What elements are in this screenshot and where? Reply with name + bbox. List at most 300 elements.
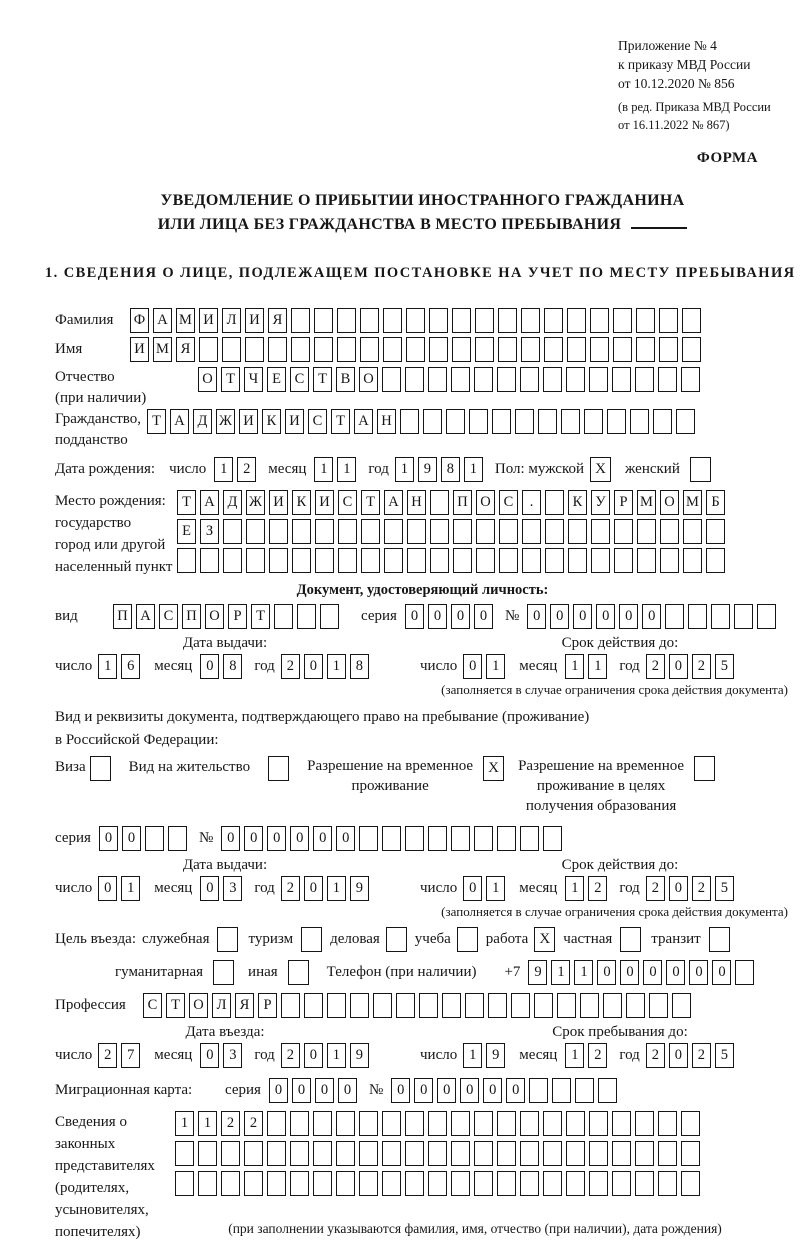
char-cell[interactable]: Ч — [244, 367, 263, 392]
char-cell[interactable]: 1 — [198, 1111, 217, 1136]
char-cell[interactable] — [405, 826, 424, 851]
char-cell[interactable] — [451, 1171, 470, 1196]
char-cell[interactable]: 2 — [237, 457, 256, 482]
char-cell[interactable] — [521, 308, 540, 333]
char-cell[interactable] — [591, 548, 610, 573]
char-cell[interactable] — [474, 1171, 493, 1196]
char-cell[interactable] — [452, 337, 471, 362]
char-cell[interactable] — [177, 548, 196, 573]
char-cell[interactable]: 1 — [175, 1111, 194, 1136]
char-cell[interactable] — [428, 1141, 447, 1166]
char-cell[interactable]: Т — [331, 409, 350, 434]
char-cell[interactable]: 8 — [350, 654, 369, 679]
char-cell[interactable]: 0 — [463, 654, 482, 679]
char-cell[interactable] — [359, 1141, 378, 1166]
char-cell[interactable] — [474, 1141, 493, 1166]
char-cell[interactable]: 1 — [121, 876, 140, 901]
char-cell[interactable]: Н — [377, 409, 396, 434]
char-cell[interactable] — [545, 548, 564, 573]
char-cell[interactable]: С — [159, 604, 178, 629]
char-cell[interactable] — [451, 1141, 470, 1166]
char-cell[interactable] — [612, 1171, 631, 1196]
char-cell[interactable]: 1 — [565, 876, 584, 901]
char-cell[interactable]: И — [315, 490, 334, 515]
char-cell[interactable]: 0 — [669, 876, 688, 901]
char-cell[interactable] — [682, 337, 701, 362]
char-cell[interactable] — [636, 337, 655, 362]
female-checkbox[interactable] — [690, 457, 711, 482]
char-cell[interactable] — [545, 519, 564, 544]
char-cell[interactable] — [681, 367, 700, 392]
char-cell[interactable]: 0 — [200, 876, 219, 901]
char-cell[interactable] — [659, 337, 678, 362]
char-cell[interactable] — [407, 548, 426, 573]
char-cell[interactable] — [520, 1171, 539, 1196]
char-cell[interactable] — [313, 1111, 332, 1136]
char-cell[interactable] — [407, 519, 426, 544]
char-cell[interactable]: С — [308, 409, 327, 434]
char-cell[interactable] — [429, 337, 448, 362]
char-cell[interactable]: Д — [223, 490, 242, 515]
char-cell[interactable] — [244, 1171, 263, 1196]
char-cell[interactable] — [568, 548, 587, 573]
char-cell[interactable] — [566, 1171, 585, 1196]
char-cell[interactable]: 0 — [506, 1078, 525, 1103]
purpose-private-checkbox[interactable] — [620, 927, 641, 952]
char-cell[interactable]: П — [453, 490, 472, 515]
char-cell[interactable] — [360, 308, 379, 333]
char-cell[interactable]: 9 — [528, 960, 547, 985]
char-cell[interactable] — [672, 993, 691, 1018]
char-cell[interactable]: 0 — [267, 826, 286, 851]
male-checkbox[interactable]: X — [590, 457, 611, 482]
char-cell[interactable] — [360, 337, 379, 362]
char-cell[interactable]: 2 — [646, 1043, 665, 1068]
char-cell[interactable] — [552, 1078, 571, 1103]
char-cell[interactable] — [659, 308, 678, 333]
char-cell[interactable] — [476, 519, 495, 544]
char-cell[interactable]: 9 — [350, 1043, 369, 1068]
char-cell[interactable] — [244, 1141, 263, 1166]
char-cell[interactable]: . — [522, 490, 541, 515]
char-cell[interactable] — [522, 548, 541, 573]
char-cell[interactable]: 0 — [338, 1078, 357, 1103]
char-cell[interactable]: Б — [706, 490, 725, 515]
char-cell[interactable] — [497, 1111, 516, 1136]
char-cell[interactable] — [511, 993, 530, 1018]
char-cell[interactable]: И — [239, 409, 258, 434]
char-cell[interactable]: 0 — [712, 960, 731, 985]
char-cell[interactable]: 1 — [565, 1043, 584, 1068]
char-cell[interactable]: 3 — [223, 1043, 242, 1068]
char-cell[interactable]: С — [143, 993, 162, 1018]
char-cell[interactable] — [359, 826, 378, 851]
char-cell[interactable] — [430, 548, 449, 573]
char-cell[interactable]: Л — [222, 308, 241, 333]
char-cell[interactable]: 1 — [464, 457, 483, 482]
char-cell[interactable] — [589, 1141, 608, 1166]
char-cell[interactable] — [492, 409, 511, 434]
char-cell[interactable]: 1 — [327, 876, 346, 901]
char-cell[interactable]: Н — [407, 490, 426, 515]
char-cell[interactable] — [557, 993, 576, 1018]
char-cell[interactable]: А — [354, 409, 373, 434]
char-cell[interactable] — [246, 548, 265, 573]
char-cell[interactable] — [544, 308, 563, 333]
char-cell[interactable] — [336, 1111, 355, 1136]
char-cell[interactable] — [543, 1111, 562, 1136]
char-cell[interactable] — [538, 409, 557, 434]
char-cell[interactable]: 2 — [692, 1043, 711, 1068]
char-cell[interactable]: А — [136, 604, 155, 629]
char-cell[interactable]: Д — [193, 409, 212, 434]
char-cell[interactable]: А — [170, 409, 189, 434]
char-cell[interactable]: С — [290, 367, 309, 392]
char-cell[interactable]: 1 — [565, 654, 584, 679]
char-cell[interactable]: О — [660, 490, 679, 515]
char-cell[interactable] — [221, 1171, 240, 1196]
char-cell[interactable]: 8 — [223, 654, 242, 679]
char-cell[interactable] — [199, 337, 218, 362]
char-cell[interactable]: 0 — [643, 960, 662, 985]
char-cell[interactable]: 0 — [669, 1043, 688, 1068]
char-cell[interactable] — [314, 337, 333, 362]
char-cell[interactable]: 0 — [573, 604, 592, 629]
char-cell[interactable] — [543, 1171, 562, 1196]
char-cell[interactable]: 0 — [200, 654, 219, 679]
char-cell[interactable]: 0 — [596, 604, 615, 629]
char-cell[interactable]: 5 — [715, 876, 734, 901]
char-cell[interactable]: Р — [258, 993, 277, 1018]
char-cell[interactable] — [428, 1171, 447, 1196]
char-cell[interactable]: 0 — [98, 876, 117, 901]
char-cell[interactable]: Т — [177, 490, 196, 515]
char-cell[interactable] — [222, 337, 241, 362]
char-cell[interactable]: Т — [313, 367, 332, 392]
char-cell[interactable] — [545, 490, 564, 515]
char-cell[interactable]: 0 — [221, 826, 240, 851]
char-cell[interactable] — [474, 826, 493, 851]
char-cell[interactable] — [382, 367, 401, 392]
char-cell[interactable] — [423, 409, 442, 434]
char-cell[interactable] — [590, 308, 609, 333]
purpose-official-checkbox[interactable] — [217, 927, 238, 952]
char-cell[interactable] — [515, 409, 534, 434]
char-cell[interactable]: 0 — [304, 654, 323, 679]
char-cell[interactable] — [405, 1171, 424, 1196]
char-cell[interactable]: 1 — [314, 457, 333, 482]
char-cell[interactable] — [168, 826, 187, 851]
char-cell[interactable] — [681, 1141, 700, 1166]
char-cell[interactable] — [453, 519, 472, 544]
char-cell[interactable] — [336, 1141, 355, 1166]
char-cell[interactable] — [757, 604, 776, 629]
char-cell[interactable] — [614, 548, 633, 573]
char-cell[interactable] — [543, 826, 562, 851]
char-cell[interactable]: 9 — [350, 876, 369, 901]
char-cell[interactable] — [567, 337, 586, 362]
char-cell[interactable] — [292, 548, 311, 573]
char-cell[interactable] — [430, 519, 449, 544]
char-cell[interactable]: И — [285, 409, 304, 434]
char-cell[interactable] — [291, 308, 310, 333]
char-cell[interactable]: 0 — [619, 604, 638, 629]
char-cell[interactable]: 0 — [336, 826, 355, 851]
char-cell[interactable]: И — [245, 308, 264, 333]
char-cell[interactable]: 0 — [483, 1078, 502, 1103]
char-cell[interactable] — [520, 367, 539, 392]
char-cell[interactable]: М — [637, 490, 656, 515]
char-cell[interactable]: 5 — [715, 1043, 734, 1068]
char-cell[interactable] — [589, 1171, 608, 1196]
char-cell[interactable]: 5 — [715, 654, 734, 679]
char-cell[interactable] — [520, 1111, 539, 1136]
char-cell[interactable] — [382, 1141, 401, 1166]
char-cell[interactable] — [567, 308, 586, 333]
char-cell[interactable] — [337, 337, 356, 362]
char-cell[interactable] — [636, 308, 655, 333]
char-cell[interactable] — [327, 993, 346, 1018]
purpose-other-checkbox[interactable] — [288, 960, 309, 985]
char-cell[interactable] — [630, 409, 649, 434]
char-cell[interactable] — [522, 519, 541, 544]
char-cell[interactable] — [711, 604, 730, 629]
char-cell[interactable]: К — [292, 490, 311, 515]
char-cell[interactable] — [383, 337, 402, 362]
char-cell[interactable] — [665, 604, 684, 629]
char-cell[interactable] — [446, 409, 465, 434]
char-cell[interactable]: 1 — [214, 457, 233, 482]
char-cell[interactable]: Ж — [246, 490, 265, 515]
char-cell[interactable] — [566, 1111, 585, 1136]
char-cell[interactable] — [223, 519, 242, 544]
purpose-study-checkbox[interactable] — [457, 927, 478, 952]
char-cell[interactable] — [451, 1111, 470, 1136]
char-cell[interactable] — [281, 993, 300, 1018]
char-cell[interactable]: 2 — [281, 654, 300, 679]
char-cell[interactable] — [521, 337, 540, 362]
char-cell[interactable]: 2 — [98, 1043, 117, 1068]
char-cell[interactable] — [320, 604, 339, 629]
char-cell[interactable]: Я — [235, 993, 254, 1018]
char-cell[interactable]: И — [269, 490, 288, 515]
char-cell[interactable]: А — [200, 490, 219, 515]
char-cell[interactable] — [405, 367, 424, 392]
char-cell[interactable] — [529, 1078, 548, 1103]
char-cell[interactable] — [566, 1141, 585, 1166]
char-cell[interactable] — [290, 1141, 309, 1166]
char-cell[interactable] — [734, 604, 753, 629]
char-cell[interactable] — [637, 519, 656, 544]
char-cell[interactable] — [384, 548, 403, 573]
char-cell[interactable] — [338, 519, 357, 544]
char-cell[interactable] — [475, 337, 494, 362]
char-cell[interactable]: Т — [166, 993, 185, 1018]
char-cell[interactable] — [314, 308, 333, 333]
char-cell[interactable]: 0 — [527, 604, 546, 629]
char-cell[interactable]: 0 — [550, 604, 569, 629]
char-cell[interactable] — [613, 337, 632, 362]
char-cell[interactable]: У — [591, 490, 610, 515]
char-cell[interactable]: 9 — [486, 1043, 505, 1068]
char-cell[interactable] — [428, 1111, 447, 1136]
char-cell[interactable]: 2 — [692, 876, 711, 901]
char-cell[interactable]: 0 — [391, 1078, 410, 1103]
char-cell[interactable]: 0 — [669, 654, 688, 679]
char-cell[interactable]: 1 — [337, 457, 356, 482]
char-cell[interactable] — [313, 1171, 332, 1196]
char-cell[interactable]: 1 — [486, 876, 505, 901]
char-cell[interactable]: 1 — [574, 960, 593, 985]
char-cell[interactable] — [613, 308, 632, 333]
char-cell[interactable] — [566, 367, 585, 392]
char-cell[interactable] — [429, 308, 448, 333]
char-cell[interactable]: 7 — [121, 1043, 140, 1068]
char-cell[interactable]: 0 — [313, 826, 332, 851]
char-cell[interactable] — [175, 1171, 194, 1196]
char-cell[interactable] — [290, 1171, 309, 1196]
char-cell[interactable] — [607, 409, 626, 434]
char-cell[interactable] — [382, 826, 401, 851]
char-cell[interactable] — [315, 548, 334, 573]
char-cell[interactable] — [735, 960, 754, 985]
char-cell[interactable] — [350, 993, 369, 1018]
char-cell[interactable]: 0 — [292, 1078, 311, 1103]
char-cell[interactable]: 0 — [666, 960, 685, 985]
char-cell[interactable]: 0 — [597, 960, 616, 985]
char-cell[interactable] — [361, 548, 380, 573]
char-cell[interactable]: 0 — [689, 960, 708, 985]
char-cell[interactable] — [635, 1171, 654, 1196]
char-cell[interactable] — [658, 1141, 677, 1166]
char-cell[interactable] — [474, 367, 493, 392]
char-cell[interactable]: 0 — [244, 826, 263, 851]
char-cell[interactable]: Т — [251, 604, 270, 629]
char-cell[interactable] — [297, 604, 316, 629]
char-cell[interactable]: Е — [177, 519, 196, 544]
char-cell[interactable]: А — [153, 308, 172, 333]
char-cell[interactable]: Я — [268, 308, 287, 333]
char-cell[interactable]: О — [205, 604, 224, 629]
char-cell[interactable] — [290, 1111, 309, 1136]
char-cell[interactable] — [658, 367, 677, 392]
char-cell[interactable] — [589, 367, 608, 392]
char-cell[interactable]: О — [189, 993, 208, 1018]
char-cell[interactable] — [383, 308, 402, 333]
char-cell[interactable] — [498, 337, 517, 362]
char-cell[interactable]: 0 — [451, 604, 470, 629]
char-cell[interactable]: Р — [614, 490, 633, 515]
char-cell[interactable]: 0 — [315, 1078, 334, 1103]
char-cell[interactable]: 1 — [463, 1043, 482, 1068]
char-cell[interactable] — [543, 1141, 562, 1166]
purpose-humanitarian-checkbox[interactable] — [213, 960, 234, 985]
char-cell[interactable] — [428, 367, 447, 392]
char-cell[interactable]: 2 — [244, 1111, 263, 1136]
char-cell[interactable] — [292, 519, 311, 544]
char-cell[interactable]: Р — [228, 604, 247, 629]
char-cell[interactable]: 0 — [460, 1078, 479, 1103]
char-cell[interactable] — [313, 1141, 332, 1166]
char-cell[interactable] — [584, 409, 603, 434]
char-cell[interactable] — [614, 519, 633, 544]
char-cell[interactable]: 2 — [646, 876, 665, 901]
char-cell[interactable] — [361, 519, 380, 544]
char-cell[interactable]: Т — [221, 367, 240, 392]
char-cell[interactable]: 2 — [588, 1043, 607, 1068]
char-cell[interactable]: 2 — [692, 654, 711, 679]
char-cell[interactable] — [145, 826, 164, 851]
visa-checkbox[interactable] — [90, 756, 111, 781]
char-cell[interactable]: 0 — [428, 604, 447, 629]
char-cell[interactable] — [452, 308, 471, 333]
char-cell[interactable]: О — [359, 367, 378, 392]
char-cell[interactable]: И — [199, 308, 218, 333]
char-cell[interactable]: 0 — [122, 826, 141, 851]
char-cell[interactable] — [469, 409, 488, 434]
char-cell[interactable] — [543, 367, 562, 392]
char-cell[interactable]: 0 — [269, 1078, 288, 1103]
char-cell[interactable] — [267, 1171, 286, 1196]
char-cell[interactable] — [649, 993, 668, 1018]
char-cell[interactable] — [658, 1171, 677, 1196]
char-cell[interactable] — [658, 1111, 677, 1136]
char-cell[interactable]: М — [176, 308, 195, 333]
char-cell[interactable] — [683, 548, 702, 573]
char-cell[interactable] — [681, 1171, 700, 1196]
char-cell[interactable] — [405, 1141, 424, 1166]
char-cell[interactable]: 1 — [327, 654, 346, 679]
char-cell[interactable] — [561, 409, 580, 434]
char-cell[interactable]: 0 — [474, 604, 493, 629]
char-cell[interactable] — [269, 519, 288, 544]
char-cell[interactable] — [291, 337, 310, 362]
char-cell[interactable] — [497, 367, 516, 392]
char-cell[interactable]: В — [336, 367, 355, 392]
char-cell[interactable]: 2 — [281, 876, 300, 901]
char-cell[interactable]: 0 — [405, 604, 424, 629]
char-cell[interactable] — [635, 367, 654, 392]
char-cell[interactable]: 0 — [642, 604, 661, 629]
char-cell[interactable]: 2 — [221, 1111, 240, 1136]
char-cell[interactable] — [653, 409, 672, 434]
char-cell[interactable]: К — [262, 409, 281, 434]
purpose-tourism-checkbox[interactable] — [301, 927, 322, 952]
char-cell[interactable] — [497, 1171, 516, 1196]
char-cell[interactable]: Я — [176, 337, 195, 362]
char-cell[interactable]: 9 — [418, 457, 437, 482]
char-cell[interactable] — [336, 1171, 355, 1196]
char-cell[interactable]: 0 — [99, 826, 118, 851]
purpose-business-checkbox[interactable] — [386, 927, 407, 952]
char-cell[interactable] — [382, 1171, 401, 1196]
char-cell[interactable] — [453, 548, 472, 573]
char-cell[interactable] — [660, 519, 679, 544]
char-cell[interactable] — [498, 308, 517, 333]
char-cell[interactable] — [428, 826, 447, 851]
char-cell[interactable] — [534, 993, 553, 1018]
char-cell[interactable] — [626, 993, 645, 1018]
char-cell[interactable] — [637, 548, 656, 573]
char-cell[interactable] — [400, 409, 419, 434]
char-cell[interactable]: О — [198, 367, 217, 392]
char-cell[interactable] — [612, 367, 631, 392]
char-cell[interactable] — [406, 308, 425, 333]
char-cell[interactable] — [635, 1111, 654, 1136]
char-cell[interactable] — [591, 519, 610, 544]
char-cell[interactable]: 1 — [551, 960, 570, 985]
char-cell[interactable]: 2 — [281, 1043, 300, 1068]
